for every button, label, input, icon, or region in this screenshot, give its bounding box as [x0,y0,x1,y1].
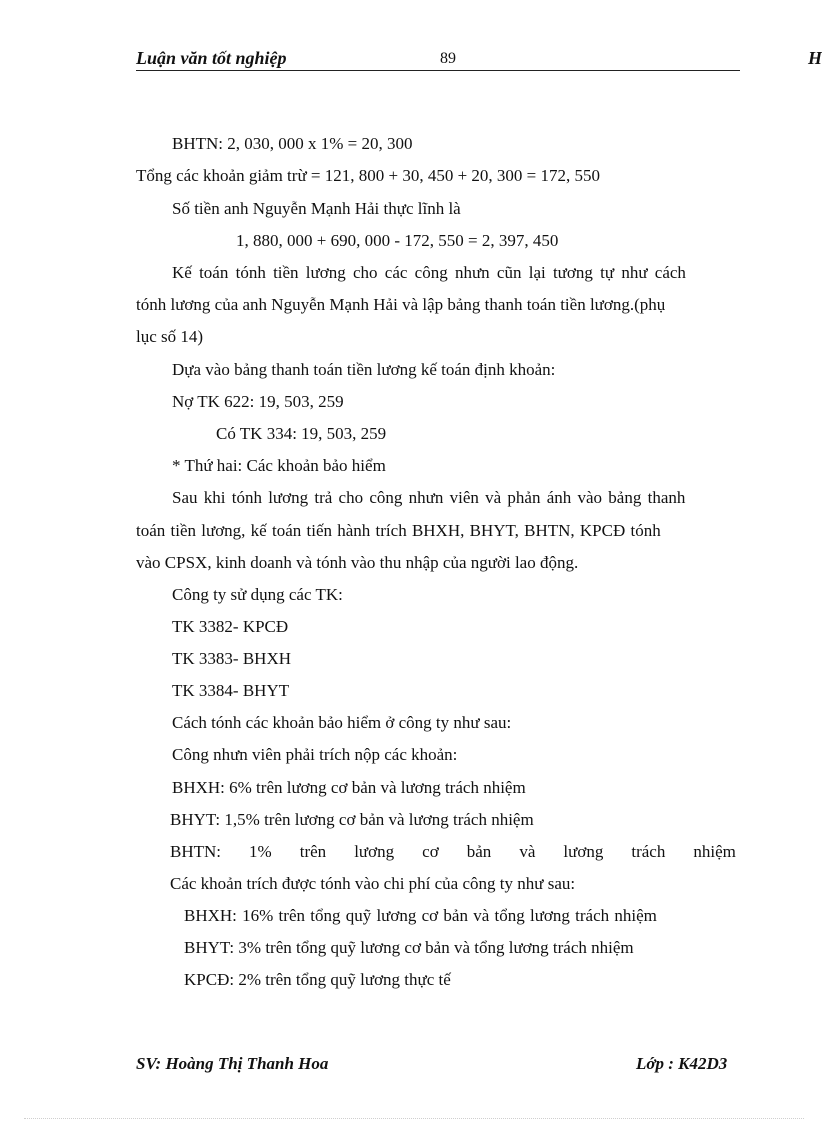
text-line-tk-3383: TK 3383- BHXH [172,649,291,668]
word: bản [466,842,492,861]
text-line-entry-heading: Dựa vào bảng thanh toán tiền lương kế toán định khoản: [172,360,556,379]
word: 1% [249,842,272,861]
word: cơ [422,842,439,861]
footer-class: Lớp : K42D3 [636,1054,728,1073]
word: trách [631,842,666,861]
page-bottom-rule [24,1118,804,1119]
header-rule [136,70,740,71]
text-line-tk-3382: TK 3382- KPCĐ [172,617,289,636]
text-line-paragraph-2a: Sau khi tónh lương trả cho công nhưn viên và phản ánh vào bảng thanh [172,488,686,507]
text-line-net-pay-heading: Số tiền anh Nguyễn Mạnh Hải thực lĩnh là [172,199,461,218]
text-line-company-bhxh: BHXH: 16% trên tổng quỹ lương cơ bản và tổng lương trách nhiệm [184,906,657,925]
word: và [519,842,536,861]
text-line-employee-bhxh: BHXH: 6% trên lương cơ bản và lương trách nhiệm [172,778,526,797]
text-line-paragraph-1a: Kế toán tónh tiền lương cho các công nhưn cũn lại tương tự như cách [172,263,686,282]
word: lương [563,842,604,861]
text-line-method-heading: Cách tónh các khoản bảo hiểm ở công ty như sau: [172,713,512,732]
text-line-company-kpcd: KPCĐ: 2% trên tổng quỹ lương thực tế [184,970,451,989]
word: lương [354,842,395,861]
word: nhiệm [693,842,736,861]
text-line-employee-bhyt: BHYT: 1,5% trên lương cơ bản và lương trách nhiệm [170,810,534,829]
text-line-accounts-heading: Công ty sử dụng các TK: [172,585,343,604]
page-number: 89 [440,50,456,67]
text-line-paragraph-1c: lục số 14) [136,327,204,346]
word: trên [299,842,327,861]
word: BHTN: [170,842,221,861]
header-right-fragment: H [808,48,822,68]
text-line-paragraph-2c: vào CPSX, kinh doanh và tónh vào thu nhập của người lao động. [136,553,579,572]
text-line-total-deductions: Tổng các khoản giảm trừ = 121, 800 + 30, 450 + 20, 300 = 172, 550 [136,166,601,185]
text-line-employee-heading: Công nhưn viên phải trích nộp các khoản: [172,745,458,764]
text-line-credit: Có TK 334: 19, 503, 259 [216,424,387,443]
text-line-employee-bhtn [170,842,736,862]
text-line-section-heading: * Thứ hai: Các khoản bảo hiểm [172,456,386,475]
footer-student: SV: Hoàng Thị Thanh Hoa [136,1054,329,1073]
text-line-bhtn-calc: BHTN: 2, 030, 000 x 1% = 20, 300 [172,134,413,153]
header-title: Luận văn tốt nghiệp [136,48,287,68]
text-line-tk-3384: TK 3384- BHYT [172,681,290,700]
text-line-company-bhyt: BHYT: 3% trên tổng quỹ lương cơ bản và tổng lương trách nhiệm [184,938,634,957]
text-line-paragraph-2b: toán tiền lương, kế toán tiến hành trích BHXH, BHYT, BHTN, KPCĐ tónh [136,521,661,540]
text-line-net-pay-calc: 1, 880, 000 + 690, 000 - 172, 550 = 2, 397, 450 [236,231,559,250]
text-line-paragraph-1b: tónh lương của anh Nguyễn Mạnh Hải và lập bảng thanh toán tiền lương.(phụ [136,295,666,314]
text-line-debit: Nợ TK 622: 19, 503, 259 [172,392,344,411]
text-line-company-heading: Các khoản trích được tónh vào chi phí của công ty như sau: [170,874,576,893]
